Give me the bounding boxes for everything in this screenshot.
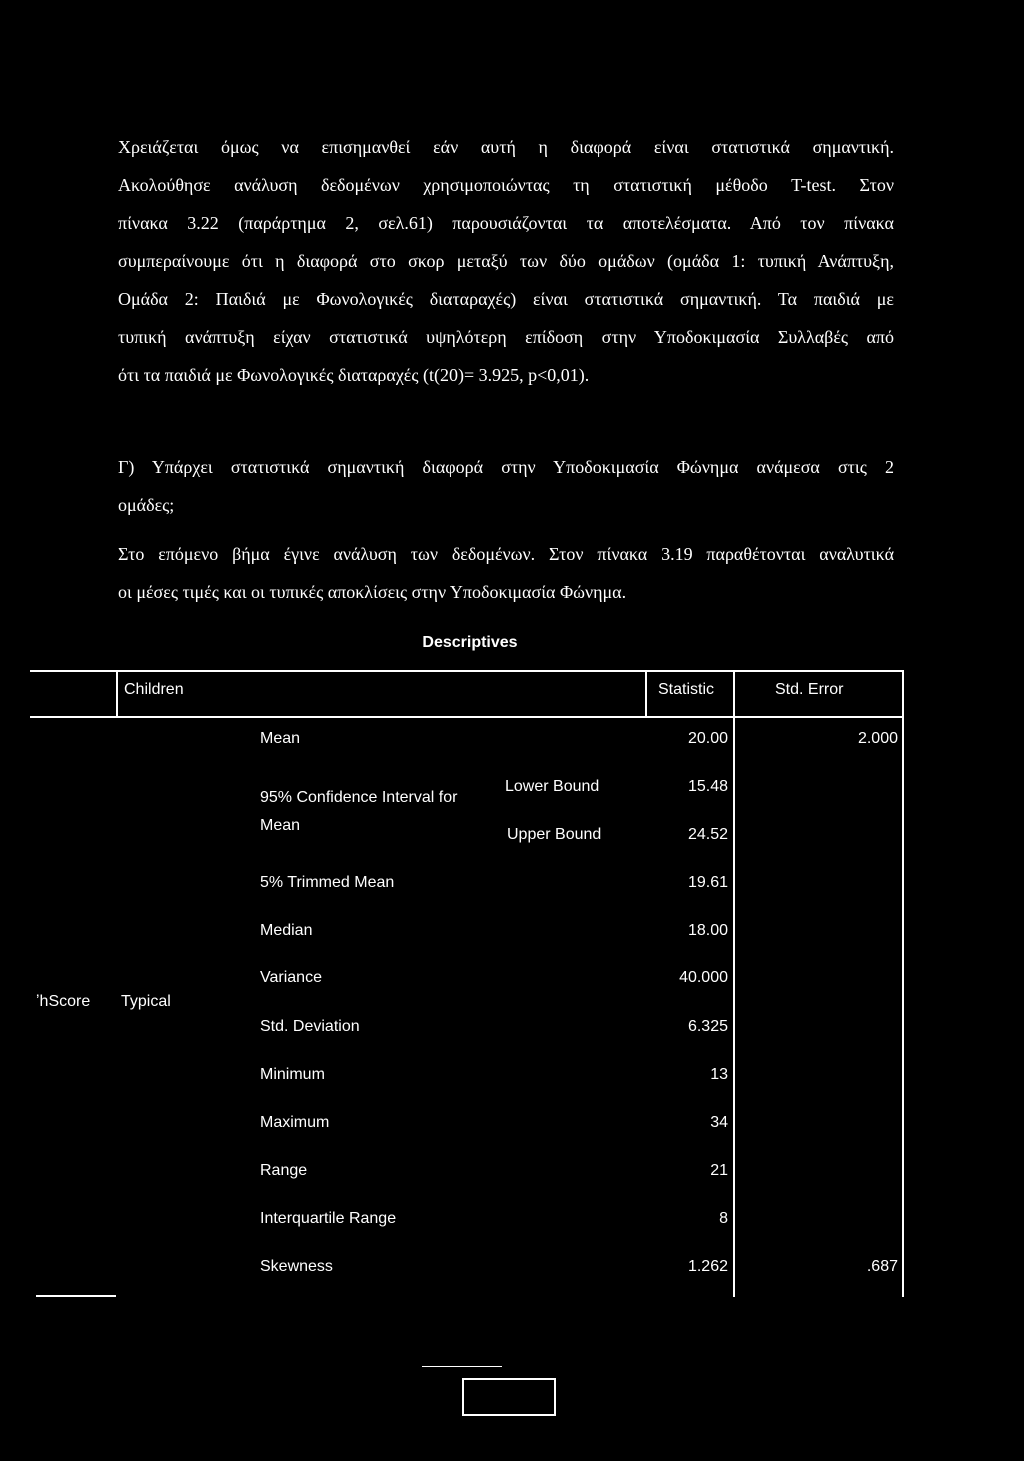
table-divider-children	[116, 670, 118, 718]
decorative-box	[462, 1378, 556, 1416]
paragraph-ttest-result	[118, 128, 894, 394]
value-std-deviation: 6.325	[687, 1018, 728, 1035]
value-range: 21	[710, 1162, 728, 1179]
header-statistic: Statistic	[658, 681, 715, 698]
row-label-maximum: Maximum	[260, 1114, 330, 1131]
row-label-lower-bound: Lower Bound	[505, 778, 600, 795]
row-label-skewness: Skewness	[260, 1258, 333, 1275]
row-label-variance: Variance	[260, 969, 322, 986]
text-line: Γ) Υπάρχει στατιστικά σημαντική διαφορά στην Υποδοκιμασία Φώνημα ανάμεσα στις 2	[118, 457, 894, 477]
text-line: Χρειάζεται όμως να επισημανθεί εάν αυτή η διαφορά είναι στατιστικά σημαντική.	[118, 137, 894, 157]
paragraph-next-step	[118, 535, 894, 611]
text-line: ομάδες;	[118, 495, 175, 515]
row-label-trimmed-mean: 5% Trimmed Mean	[260, 874, 395, 891]
row-label-mean: Mean	[260, 730, 301, 747]
ci-label-line1: 95% Confidence Interval for	[260, 789, 458, 806]
table-bottom-stub	[36, 1295, 116, 1297]
value-mean-std-error: 2.000	[857, 730, 898, 747]
row-label-upper-bound: Upper Bound	[507, 826, 602, 843]
decorative-line	[422, 1366, 502, 1367]
value-upper-bound: 24.52	[687, 826, 728, 843]
value-trimmed-mean: 19.61	[687, 874, 728, 891]
header-children: Children	[124, 681, 184, 698]
paragraph-question-g	[118, 448, 894, 524]
value-median: 18.00	[687, 922, 728, 939]
table-title: Descriptives	[422, 634, 518, 651]
row-label-range: Range	[260, 1162, 308, 1179]
value-variance: 40.000	[679, 969, 728, 986]
group-label: Typical	[121, 993, 171, 1010]
text-line: οι μέσες τιμές και οι τυπικές αποκλίσεις στην Υποδοκιμασία Φώνημα.	[118, 582, 627, 602]
ci-label-line2: Mean	[260, 817, 301, 834]
row-label-std-deviation: Std. Deviation	[260, 1018, 360, 1035]
value-skewness-std-error: .687	[866, 1258, 898, 1275]
value-minimum: 13	[710, 1066, 728, 1083]
table-header-border	[30, 716, 902, 718]
text-line: πίνακα 3.22 (παράρτημα 2, σελ.61) παρουσιάζονται τα αποτελέσματα. Από τον πίνακα	[118, 213, 894, 233]
text-line: συμπεραίνουμε ότι η διαφορά στο σκορ μεταξύ των δύο ομάδων (ομάδα 1: τυπική Ανάπτυξη,	[118, 251, 894, 271]
table-right-border	[902, 670, 904, 1297]
value-mean-statistic: 20.00	[687, 730, 728, 747]
row-label-iqr: Interquartile Range	[260, 1210, 397, 1227]
text-line: Ομάδα 2: Παιδιά με Φωνολογικές διαταραχές) είναι στατιστικά σημαντική. Τα παιδιά με	[118, 289, 894, 309]
row-label-minimum: Minimum	[260, 1066, 325, 1083]
table-divider-statistic	[645, 670, 647, 718]
value-lower-bound: 15.48	[687, 778, 728, 795]
row-label-median: Median	[260, 922, 313, 939]
value-skewness: 1.262	[687, 1258, 728, 1275]
value-iqr: 8	[719, 1210, 728, 1227]
text-line: Ακολούθησε ανάλυση δεδομένων χρησιμοποιώντας τη στατιστική μέθοδο T-test. Στον	[118, 175, 894, 195]
row-variable-label: ʼhScore	[36, 993, 91, 1010]
header-std-error: Std. Error	[775, 681, 844, 698]
value-maximum: 34	[710, 1114, 728, 1131]
table-top-border	[30, 670, 902, 672]
text-line: ότι τα παιδιά με Φωνολογικές διαταραχές (t(20)= 3.925, p<0,01).	[118, 365, 590, 385]
text-line: Στο επόμενο βήμα έγινε ανάλυση των δεδομένων. Στον πίνακα 3.19 παραθέτονται αναλυτικά	[118, 544, 894, 564]
table-divider-stderr	[733, 670, 735, 1297]
text-line: τυπική ανάπτυξη είχαν στατιστικά υψηλότερη επίδοση στην Υποδοκιμασία Συλλαβές από	[118, 327, 894, 347]
